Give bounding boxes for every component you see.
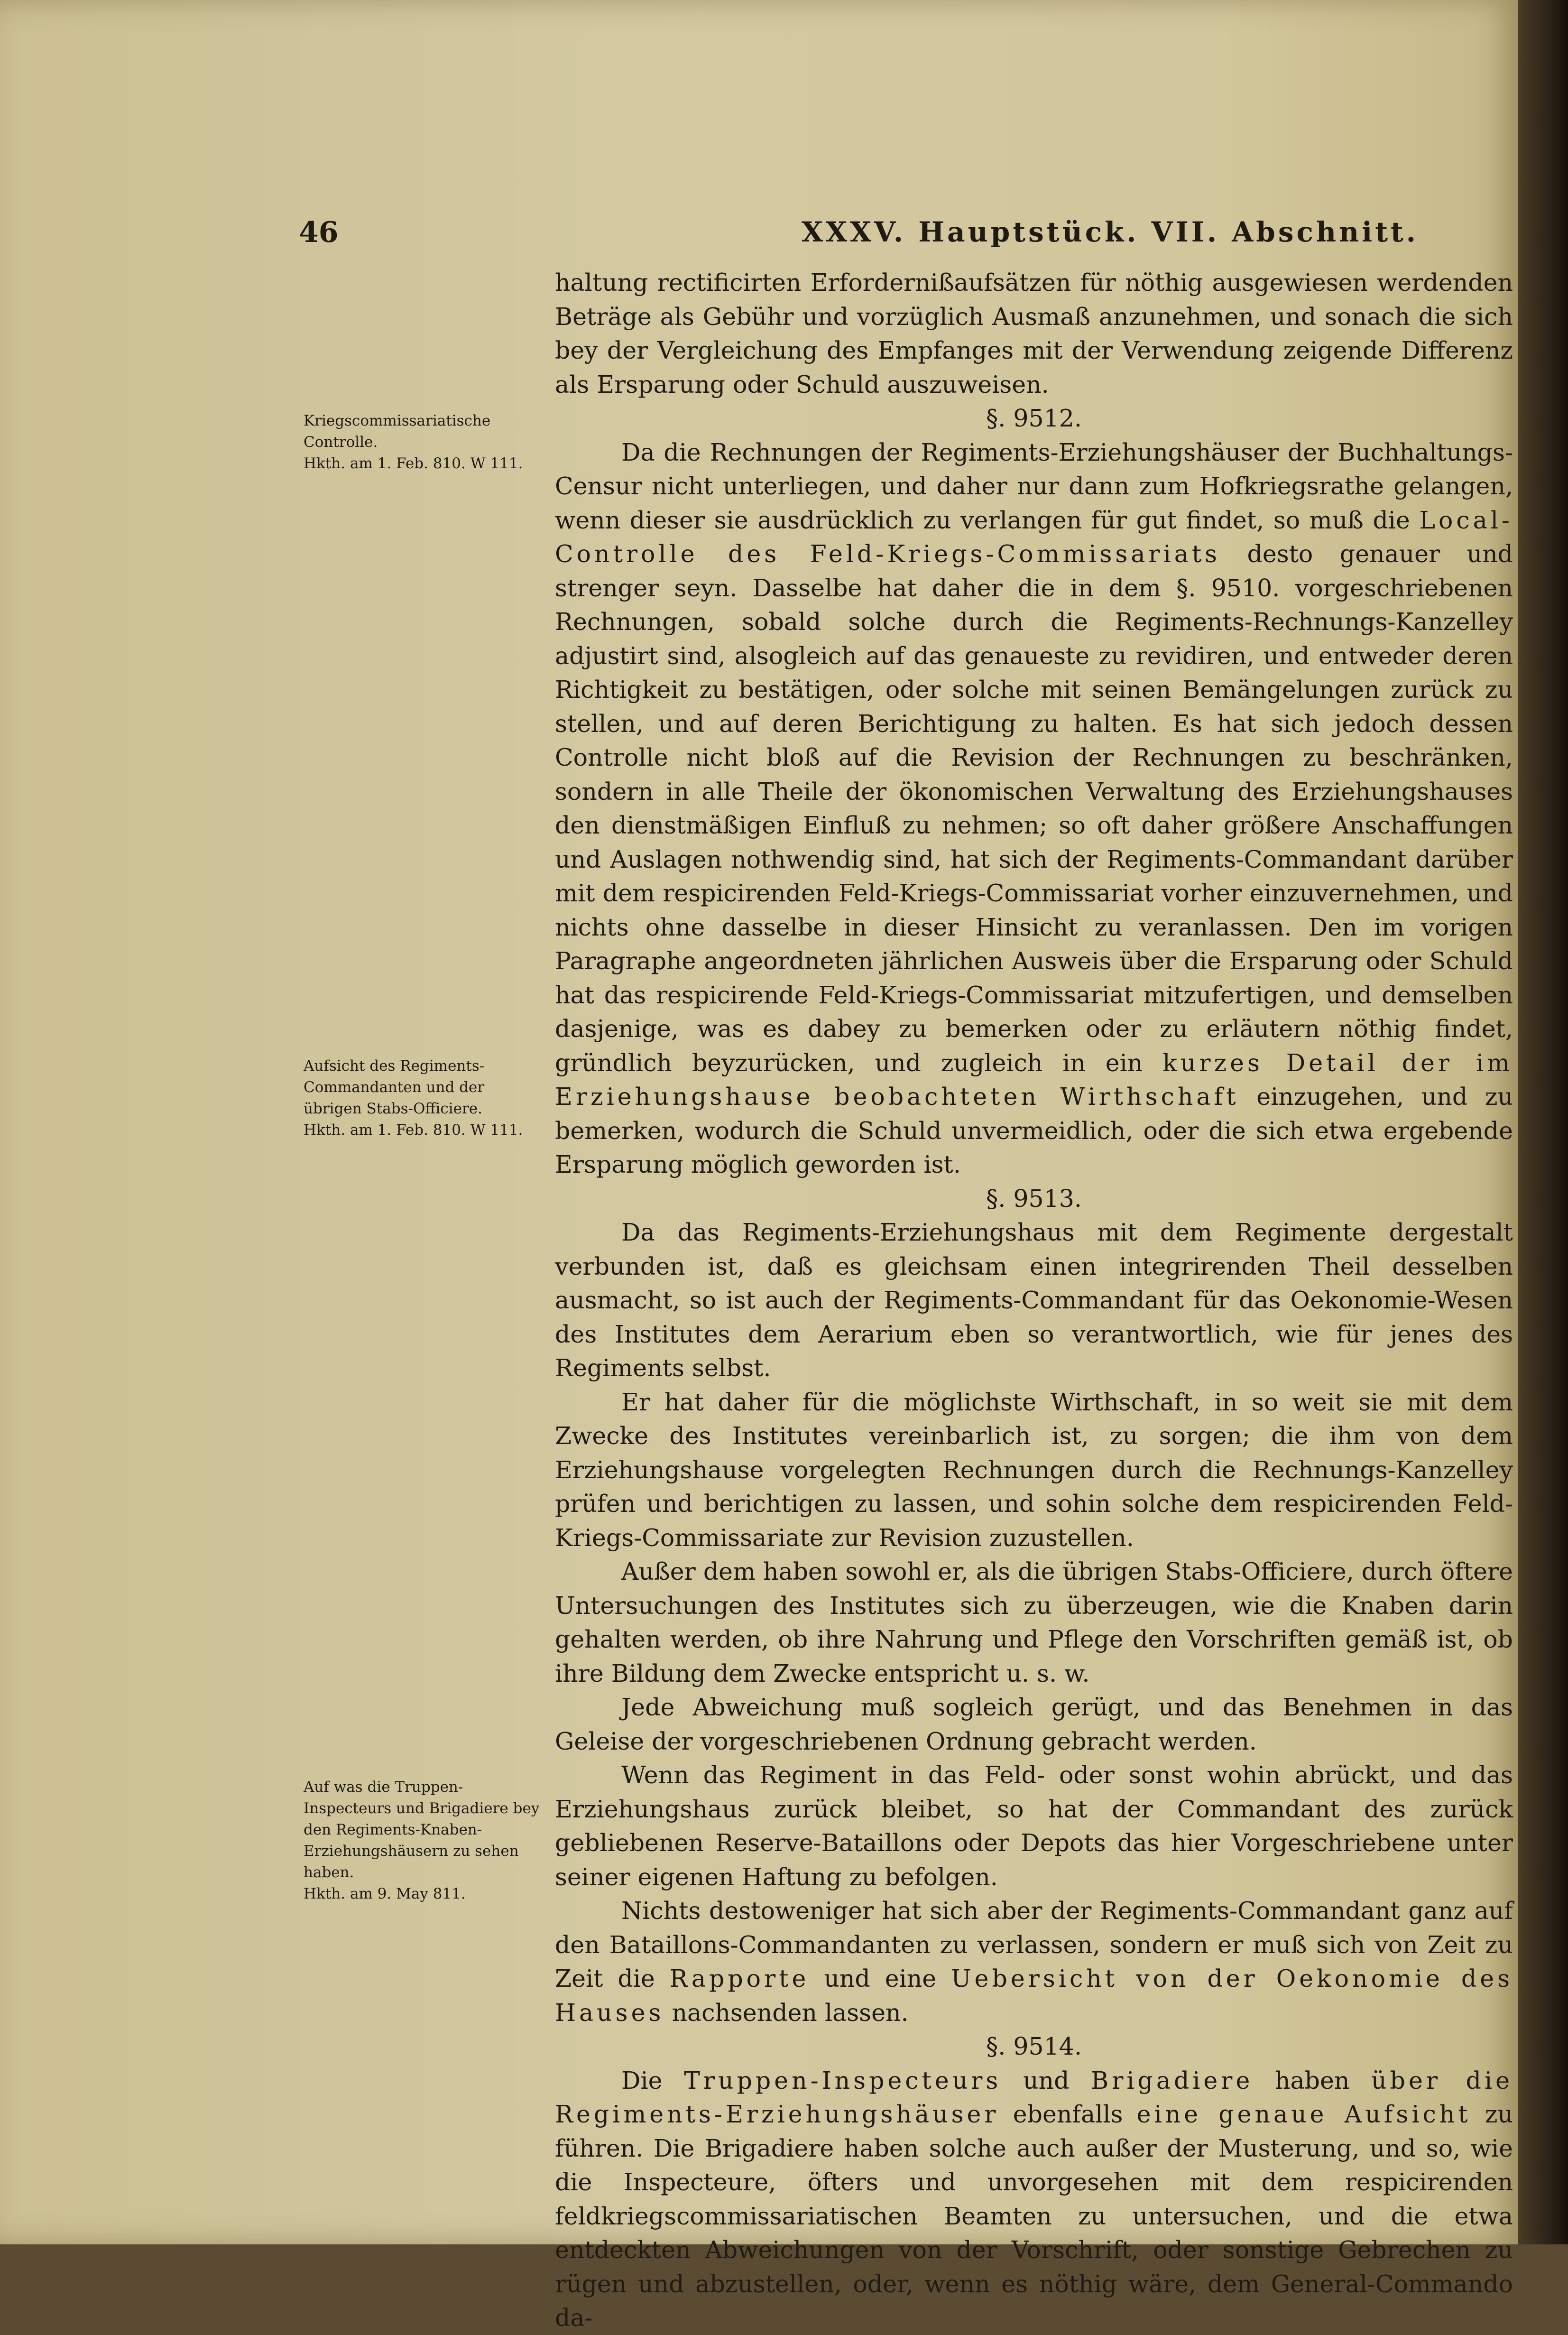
text-run: Da die Rechnungen der Regiments-Erziehungshäuser der Buchhaltungs-Censur nicht unterliegen, und daher nur dann zum Hofkriegsrathe gelangen, wenn dieser sie ausdrücklich zu verlangen für gut findet, so muß die [555,438,1513,534]
margin-note-title: Aufsicht des Regiments-Commandanten und der übrigen Stabs-Officiere. [304,1057,485,1117]
spaced-emphasis: eine genaue Aufsicht [1136,2100,1471,2128]
margin-note-inspecteurs [304,1777,545,1905]
spaced-emphasis: über die Regiments-Erziehungshäuser [555,2066,1513,2128]
page-number: 46 [299,216,339,249]
spaced-emphasis: Uebersicht von der Oekonomie des Hauses [555,1964,1513,2027]
text-run: Die [621,2066,663,2094]
margin-note-reference: Hkth. am 9. May 811. [304,1885,466,1902]
body-text [555,266,1513,2335]
paragraph [555,1894,1513,2029]
text-run: nachsenden lassen. [672,1998,909,2027]
margin-note-aufsicht [304,1056,545,1141]
paragraph: Außer dem haben sowohl er, als die übrigen Stabs-Officiere, durch öftere Untersuchungen des Institutes sich zu überzeugen, wie die Knaben darin gehalten werden, ob ihre Nahrung und Pflege den Vorschriften gemäß ist, ob ihre Bildung dem Zwecke entspricht u. s. w. [555,1557,1513,1687]
spaced-emphasis: kurzes Detail der im Erziehungshause beobachteten Wirthschaft [555,1048,1513,1111]
paragraph: Jede Abweichung muß sogleich gerügt, und das Benehmen in das Geleise der vorgeschriebenen Ordnung gebracht werden. [555,1693,1513,1755]
margin-note-title: Auf was die Truppen-Inspecteurs und Brigadiere bey den Regiments-Knaben-Erziehungshäusern zu sehen haben. [304,1779,540,1881]
paragraph [555,435,1513,1182]
text-run: zu führen. Die Brigadiere haben solche auch außer der Musterung, und so, wie die Inspecteure, öfters und unvorgesehen mit dem respicirenden feldkriegscommissariatischen Beamten zu untersuchen, und die etwa entdeckten Abweichungen von der Vorschrift, oder sonstige Gebrechen zu rügen und abzustellen, oder, wenn es nöthig wäre, dem General-Commando da- [555,2100,1513,2332]
paragraph [555,2064,1513,2335]
book-binding [1518,0,1568,2244]
text-run: desto genauer und strenger seyn. Dasselbe hat daher die in dem §. 9510. vorgeschriebenen Rechnungen, sobald solche durch die Regiments-Rechnungs-Kanzelley adjustirt sind, alsogleich auf das genaueste zu revidiren, und entweder deren Richtigkeit zu bestätigen, oder solche mit seinen Bemängelungen zurück zu stellen, und auf deren Berichtigung zu halten. Es hat sich jedoch dessen Controlle nicht bloß auf die Revision der Rechnungen zu beschränken, sondern in alle Theile der ökonomischen Verwaltung des Erziehungshauses den dienstmäßigen Einfluß zu nehmen; so oft daher größere Anschaffungen und Auslagen nothwendig sind, hat sich der Regiments-Commandant darüber mit dem respicirenden Feld-Kriegs-Commissariat vorher einzuvernehmen, und nichts ohne dasselbe in dieser Hinsicht zu veranlassen. Den im vorigen Paragraphe angeordneten jährlichen Ausweis über die Ersparung oder Schuld hat das respicirende Feld-Kriegs-Commissariat mitzufertigen, und demselben dasjenige, was es dabey zu bemerken oder zu erläutern nöthig findet, gründlich beyzurücken, und zugleich in ein [555,540,1513,1077]
margin-note-reference: Hkth. am 1. Feb. 810. W 111. [304,1121,523,1139]
paragraph: Da das Regiments-Erziehungshaus mit dem Regimente dergestalt verbunden ist, daß es gleichsam einen integrirenden Theil desselben ausmacht, so ist auch der Regiments-Commandant für das Oekonomie-Wesen des Institutes dem Aerarium eben so verantwortlich, wie für jenes des Regiments selbst. [555,1218,1513,1382]
paragraph: haltung rectificirten Erfordernißaufsätzen für nöthig ausgewiesen werdenden Beträge als Gebühr und vorzüglich Ausmaß anzunehmen, und sonach die sich bey der Vergleichung des Empfanges mit der Verwendung zeigende Differenz als Ersparung oder Schuld auszuweisen. [555,269,1513,398]
text-run: einzugehen, und zu bemerken, wodurch die Schuld unvermeidlich, oder die sich etwa ergebende Ersparung möglich geworden ist. [555,1083,1513,1178]
margin-note-reference: Hkth. am 1. Feb. 810. W 111. [304,455,523,472]
running-title: XXXV. Hauptstück. VII. Abschnitt. [802,216,1419,248]
spaced-emphasis: Brigadiere [1091,2066,1254,2094]
paragraph: Er hat daher für die möglichste Wirthschaft, in so weit sie mit dem Zwecke des Institutes vereinbarlich ist, zu sorgen; die ihm von dem Erziehungshause vorgelegten Rechnungen durch die Rechnungs-Kanzelley prüfen und berichtigen zu lassen, und sohin solche dem respicirenden Feld-Kriegs-Commissariate zur Revision zuzustellen. [555,1388,1513,1552]
page-header [299,216,1513,259]
text-run: ebenfalls [1013,2100,1123,2128]
spaced-emphasis: Truppen-Inspecteurs [684,2066,1002,2094]
section-number: §. 9513. [986,1184,1082,1213]
spaced-emphasis: Local-Controlle des Feld-Kriegs-Commissariats [555,506,1513,568]
margin-note-controlle [304,410,545,474]
text-run: haben [1275,2066,1350,2094]
text-run: und [1023,2066,1070,2094]
section-number: §. 9514. [986,2032,1082,2060]
spaced-emphasis: Rapporte [669,1964,810,1992]
paragraph: Wenn das Regiment in das Feld- oder sonst wohin abrückt, und das Erziehungshaus zurück bleibet, so hat der Commandant des zurück gebliebenen Reserve-Bataillons oder Depots das hier Vorgeschriebene unter seiner eigenen Haftung zu befolgen. [555,1761,1513,1891]
section-number: §. 9512. [986,404,1082,432]
text-run: und eine [824,1964,937,1992]
text-run: Nichts destoweniger hat sich aber der Regiments-Commandant ganz auf den Bataillons-Commandanten zu verlassen, sondern er muß sich von Zeit zu Zeit die [555,1897,1513,1992]
margin-note-title: Kriegscommissariatische Controlle. [304,412,491,451]
